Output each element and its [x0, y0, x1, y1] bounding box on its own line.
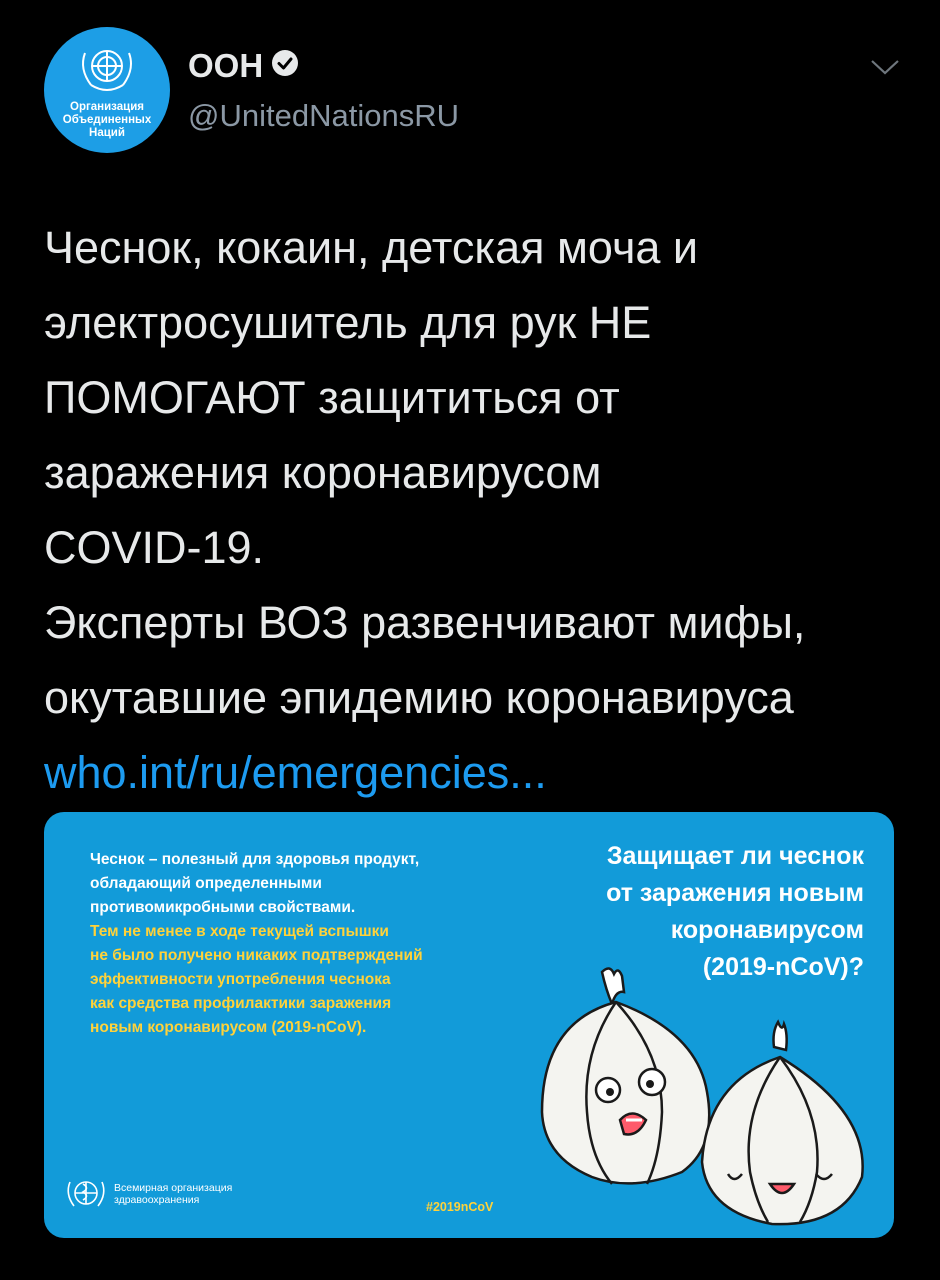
card-text-line: Чеснок – полезный для здоровья продукт,: [90, 851, 420, 868]
card-text-line: эффективности употребления чеснока: [90, 971, 391, 988]
un-emblem-icon: [75, 39, 139, 97]
avatar-org-name: Организация Объединенных Наций: [62, 101, 152, 139]
display-name[interactable]: [188, 47, 299, 85]
card-text-line: обладающий определенными: [90, 875, 322, 892]
card-question-line: коронавирусом: [670, 916, 864, 944]
tweet-line: электросушитель для рук НЕ: [44, 297, 652, 348]
who-emblem-icon: [64, 1174, 108, 1214]
who-name: Всемирная организация здравоохранения: [114, 1182, 233, 1206]
card-question-line: (2019-nCoV)?: [702, 953, 864, 981]
tweet-text: [44, 210, 924, 810]
media-card[interactable]: [44, 812, 894, 1238]
tweet-line: заражения коронавирусом: [44, 447, 602, 498]
verified-badge-icon: [271, 47, 299, 85]
card-text-line: не было получено никаких подтверждений: [90, 947, 423, 964]
card-text-line: новым коронавирусом (2019-nCoV).: [90, 1019, 367, 1036]
card-text-line: Тем не менее в ходе текущей вспышки: [90, 923, 389, 940]
garlic-illustration: [532, 962, 872, 1232]
tweet-line: Эксперты ВОЗ развенчивают мифы,: [44, 597, 806, 648]
tweet-line: Чеснок, кокаин, детская моча и: [44, 222, 699, 273]
who-logo: [64, 1174, 232, 1214]
tweet-line: COVID-19.: [44, 522, 265, 573]
card-question-line: Защищает ли чеснок: [606, 842, 864, 870]
card-hashtag: #2019nCoV: [426, 1200, 494, 1214]
card-text-line: как средства профилактики заражения: [90, 995, 392, 1012]
tweet-line: окутавшие эпидемию коронавируса: [44, 672, 794, 723]
display-name-text: ООН: [188, 47, 264, 84]
avatar[interactable]: [44, 27, 170, 153]
card-question-line: от заражения новым: [606, 879, 864, 907]
tweet-line: ПОМОГАЮТ защититься от: [44, 372, 620, 423]
card-body-text: [90, 848, 510, 1040]
card-text-line: противомикробными свойствами.: [90, 899, 356, 916]
tweet-link[interactable]: who.int/ru/emergencies...: [44, 747, 547, 798]
chevron-down-icon[interactable]: [868, 55, 902, 79]
user-handle[interactable]: @UnitedNationsRU: [188, 98, 459, 133]
